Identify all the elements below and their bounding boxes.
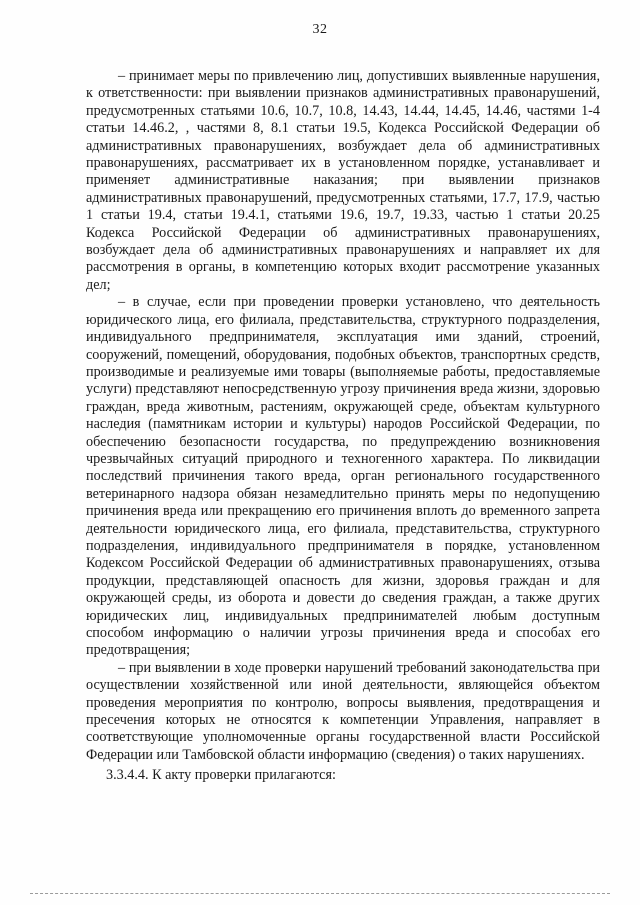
paragraph-outside-competence: – при выявлении в ходе проверки нарушений требований законодательства при осуществлении хозяйственной или иной деятельности, являющейся объектом проведения мероприятия по контролю, вопросы выявления, предотвращения и пресечения которых не относятся к компетенции Управления, направляет в соответствующие уполномоченные органы государственной власти Российской Федерации или Тамбовской области информацию (сведения) о таких нарушениях. — [86, 659, 600, 763]
paragraph-threat-of-harm: – в случае, если при проведении проверки установлено, что деятельность юридического лица, его филиала, представительства, структурного подразделения, индивидуального предпринимателя, эксплуатация ими зданий, строений, сооружений, помещений, оборудования, подобных объектов, транспортных средств, производимые и реализуемые ими товары (выполняемые работы, предоставляемые услуги) представляют непосредственную угрозу причинения вреда жизни, здоровью граждан, вреда животным, растениям, окружающей среде, объектам культурного наследия (памятникам истории и культуры) народов Российской Федерации, по обеспечению безопасности государства, по предупреждению возникновения чрезвычайных ситуаций природного и техногенного характера. По ликвидации последствий причинения такого вреда, орган регионального государственного ветеринарного надзора обязан незамедлительно принять меры по недопущению причинения вреда или прекращению его причинения вплоть до временного запрета деятельности юридического лица, его филиала, представительства, структурного подразделения, индивидуального предпринимателя в порядке, установленном Кодексом Российской Федерации об административных правонарушениях, отзыва продукции, представляющей опасность для жизни, здоровья граждан и для окружающей среды, из оборота и довести до сведения граждан, а также других юридических лиц, индивидуальных предпринимателей любым доступным способом информацию о наличии угрозы причинения вреда и способах его предотвращения; — [86, 294, 600, 659]
page-number: 32 — [312, 22, 328, 37]
document-body — [86, 68, 600, 785]
scan-bottom-divider — [30, 893, 610, 894]
subsection-heading: 3.3.4.4. К акту проверки прилагаются: — [106, 767, 336, 784]
paragraph-responsibility-measures: – принимает меры по привлечению лиц, допустивших выявленные нарушения, к ответственности: при выявлении признаков административных правонарушений, предусмотренных статьями 10.6, 10.7, 10.8, 14.43, 14.44, 14.45, 14.46, частями 1-4 статьи 14.46.2, , частями 8, 8.1 статьи 19.5, Кодекса Российской Федерации об административных правонарушениях, возбуждает дела об административных правонарушениях, рассматривает их в установленном порядке, устанавливает и применяет административные наказания; при выявлении признаков административных правонарушений, предусмотренных статьями, 17.7, 17.9, частью 1 статьи 19.4, статьи 19.4.1, статьями 19.6, 19.7, 19.33, частью 1 статьи 20.25 Кодекса Российской Федерации об административных правонарушениях, возбуждает дела об административных правонарушениях и направляет их для рассмотрения в органы, в компетенцию которых входит рассмотрение указанных дел; — [86, 68, 600, 293]
